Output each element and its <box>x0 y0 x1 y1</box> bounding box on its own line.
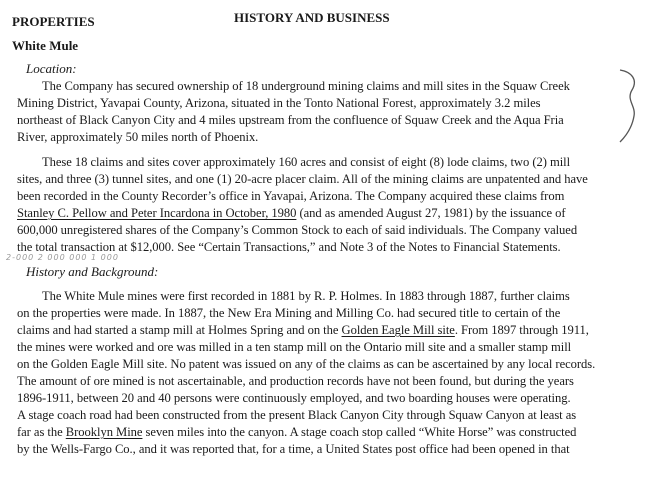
history-line-5: on the Golden Eagle Mill site. No patent was issued on any of the claims as can be ascertained by any local records. <box>17 357 596 371</box>
location-line-7: been recorded in the County Recorder’s office in Yavapai, Arizona. The Company acquired these claims from <box>17 189 565 203</box>
location-line-6: sites, and three (3) tunnel sites, and one (1) 20-acre placer claim. All of the mining claims are unpatented and have <box>17 172 588 186</box>
location-heading: Location: <box>26 61 77 76</box>
golden-eagle-underlined: Golden Eagle Mill site <box>341 323 455 337</box>
location-line-3: northeast of Black Canyon City and 4 miles upstream from the confluence of Squaw Creek and the Aqua Fria <box>17 113 564 127</box>
location-line-1: The Company has secured ownership of 18 underground mining claims and mill sites in the Squaw Creek <box>42 79 570 93</box>
history-line-6: The amount of ore mined is not ascertainable, and production records have not been found, but during the years <box>17 374 574 388</box>
margin-bracket-mark <box>614 66 644 146</box>
section-label: PROPERTIES <box>12 14 95 29</box>
location-line-9: 600,000 unregistered shares of the Company’s Common Stock to each of said individuals. The Company valued <box>17 223 578 237</box>
brooklyn-mine-underlined: Brooklyn Mine <box>65 425 143 439</box>
history-line-2: on the properties were made. In 1887, the New Era Mining and Milling Co. had secured title to certain of the <box>17 306 561 320</box>
handwritten-margin-note: 2-000 2 000 000 1 000 <box>6 253 119 262</box>
history-line-7: 1896-1911, between 20 and 40 persons were continuously employed, and two boarding houses were operating. <box>17 391 571 405</box>
history-line-3-start: claims and had started a stamp mill at Holmes Spring and on the <box>17 323 339 337</box>
history-line-9-end: seven miles into the canyon. A stage coach stop called “White Horse” was constructed <box>145 425 577 439</box>
location-line-8 <box>17 206 566 221</box>
history-heading: History and Background: <box>26 264 159 279</box>
location-line-5: These 18 claims and sites cover approximately 160 acres and consist of eight (8) lode claims, two (2) mill <box>42 155 571 169</box>
history-line-8: A stage coach road had been constructed from the present Black Canyon City through Squaw Canyon at least as <box>17 408 577 422</box>
history-line-4: the mines were worked and ore was milled in a ten stamp mill on the Ontario mill site and a smaller stamp mill <box>17 340 572 354</box>
location-line-4: River, approximately 50 miles north of Phoenix. <box>17 130 259 144</box>
history-line-9-start: far as the <box>17 425 63 439</box>
location-line-8-rest: (and as amended August 27, 1981) by the issuance of <box>299 206 566 220</box>
location-line-2: Mining District, Yavapai County, Arizona, situated in the Tonto National Forest, approximately 3.2 miles <box>17 96 541 110</box>
history-line-9 <box>17 425 576 440</box>
history-line-3-end: . From 1897 through 1911, <box>454 323 589 337</box>
location-line-10: the total transaction at $12,000. See “Certain Transactions,” and Note 3 of the Notes to Financial Statements. <box>17 240 561 254</box>
sellers-underlined: Stanley C. Pellow and Peter Incardona in October, 1980 <box>17 206 297 220</box>
history-line-1: The White Mule mines were first recorded in 1881 by R. P. Holmes. In 1883 through 1887, further claims <box>42 289 570 303</box>
page-title: HISTORY AND BUSINESS <box>234 10 390 25</box>
history-line-10: by the Wells-Fargo Co., and it was reported that, for a time, a United States post office had been opened in that <box>17 442 570 456</box>
property-name: White Mule <box>12 38 79 53</box>
history-line-3 <box>17 323 589 338</box>
